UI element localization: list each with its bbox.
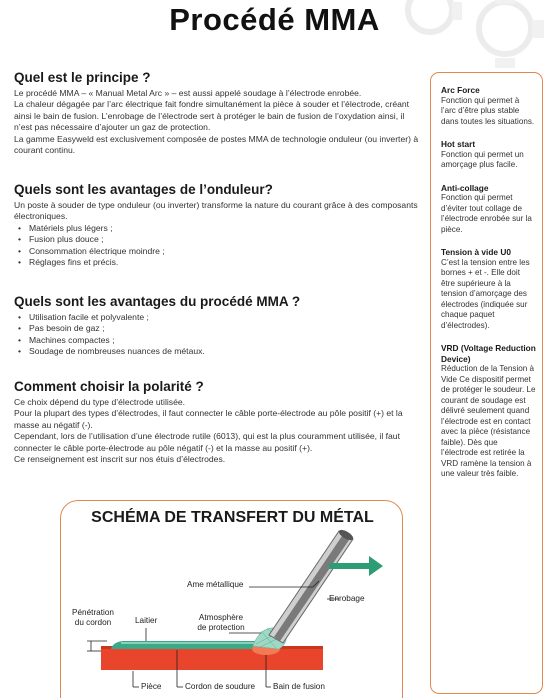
glossary-definition: C’est la tension entre les bornes + et -. Elle doit être supérieure à la tension d’amorçage des électrodes (indiquée sur chaque paquet d’électrodes). — [441, 257, 530, 330]
section-title: Quel est le principe ? — [14, 70, 151, 85]
bullet-list — [14, 223, 422, 269]
glossary-entry — [441, 247, 536, 331]
page-title: Procédé MMA — [169, 2, 380, 37]
glossary-definition: Fonction qui permet d’éviter tout collage de l’électrode enrobée sur la pièce. — [441, 193, 532, 234]
glossary-entry — [441, 139, 536, 171]
glossary-definition: Fonction qui permet à l’arc d’être plus stable dans toutes les situations. — [441, 95, 535, 126]
weld-bead — [111, 641, 275, 649]
glossary-sidebar — [430, 72, 543, 694]
glossary-term: Arc Force — [441, 85, 480, 95]
label-bain: Bain de fusion — [273, 682, 325, 691]
glossary-entry — [441, 85, 536, 127]
list-item: • Pas besoin de gaz ; — [18, 323, 422, 334]
list-item: • Matériels plus légers ; — [18, 223, 422, 234]
glossary-term: VRD (Voltage Reduction Device) — [441, 343, 536, 364]
paragraph: Cependant, lors de l’utilisation d’une électrode rutile (6013), qui est la plus couramment utilisée, il faut connecter le câble porte-électrode au pôle négatif (-) et la masse au positif (+). — [14, 431, 400, 453]
workpiece — [101, 648, 323, 670]
list-item: • Fusion plus douce ; — [18, 234, 422, 245]
glossary-term: Tension à vide U0 — [441, 247, 511, 257]
section-title: Comment choisir la polarité ? — [14, 379, 204, 394]
label-laitier: Laitier — [135, 616, 158, 625]
section-mma — [14, 294, 422, 358]
bullet-list — [14, 312, 422, 358]
label-atmosphere: Atmosphère de protection — [197, 613, 245, 632]
paragraph: La gamme Easyweld est exclusivement composée de postes MMA de technologie onduleur (ou inverter) à courant continu. — [14, 133, 419, 156]
paragraph: Ce renseignement est inscrit sur nos étuis d’électrodes. — [14, 454, 226, 465]
glossary-term: Anti-collage — [441, 182, 489, 193]
list-item: • Réglages fins et précis. — [18, 257, 422, 268]
glossary-entry — [441, 183, 536, 236]
list-item: • Utilisation facile et polyvalente ; — [18, 312, 422, 323]
label-cordon: Cordon de soudure — [185, 682, 256, 691]
paragraph: La chaleur dégagée par l’arc électrique fait fondre simultanément la pièce à souder et l’électrode, créant ainsi le bain de fusion. L’enrobage de l’électrode sert à protéger le bain de fusion de l’oxydation ainsi, il n’est pas nécessaire d’ajouter un gaz de protection. — [14, 99, 410, 133]
section-title: Quels sont les avantages du procédé MMA ? — [14, 294, 301, 309]
paragraph: Un poste à souder de type onduleur (ou inverter) transforme la nature du courant grâce à des composants électroniques. — [14, 200, 418, 222]
label-ame: Ame métallique — [187, 580, 244, 589]
section-polarite — [14, 379, 422, 465]
paragraph: Pour la plupart des types d’électrodes, il faut connecter le câble porte-électrode au pôle positif (+) et la masse au négatif (-). — [14, 408, 403, 430]
label-piece: Pièce — [141, 682, 162, 691]
section-title: Quels sont les avantages de l’onduleur? — [14, 182, 273, 197]
diagram-title: SCHÉMA DE TRANSFERT DU MÉTAL — [91, 509, 374, 526]
paragraph: Ce choix dépend du type d’électrode utilisée. — [14, 397, 186, 407]
list-item: • Machines compactes ; — [18, 335, 422, 346]
glossary-entry — [441, 343, 536, 480]
electrode-core — [274, 536, 349, 641]
section-principe — [14, 70, 422, 156]
glossary-definition: Fonction qui permet un amorçage plus facile. — [441, 149, 524, 169]
list-item: • Consommation électrique moindre ; — [18, 246, 422, 257]
label-penetration: Pénétration du cordon — [72, 608, 114, 627]
paragraph: Le procédé MMA – « Manual Metal Arc » – est aussi appelé soudage à l’électrode enrobée. — [14, 88, 362, 98]
section-onduleur — [14, 182, 422, 268]
list-item: • Soudage de nombreuses nuances de métaux. — [18, 346, 422, 357]
label-enrobage: Enrobage — [329, 594, 365, 603]
glossary-term: Hot start — [441, 139, 476, 149]
glossary-definition: Réduction de la Tension à Vide Ce dispositif permet de protéger le soudeur. Le courant de soudage est délivré seulement quand l’électrode est en contact avec la pièce (résistance faible). Dès que l’électrode est retirée la VRD ramène la tension à une valeur très faible. — [441, 364, 536, 478]
metal-transfer-diagram — [60, 500, 403, 698]
